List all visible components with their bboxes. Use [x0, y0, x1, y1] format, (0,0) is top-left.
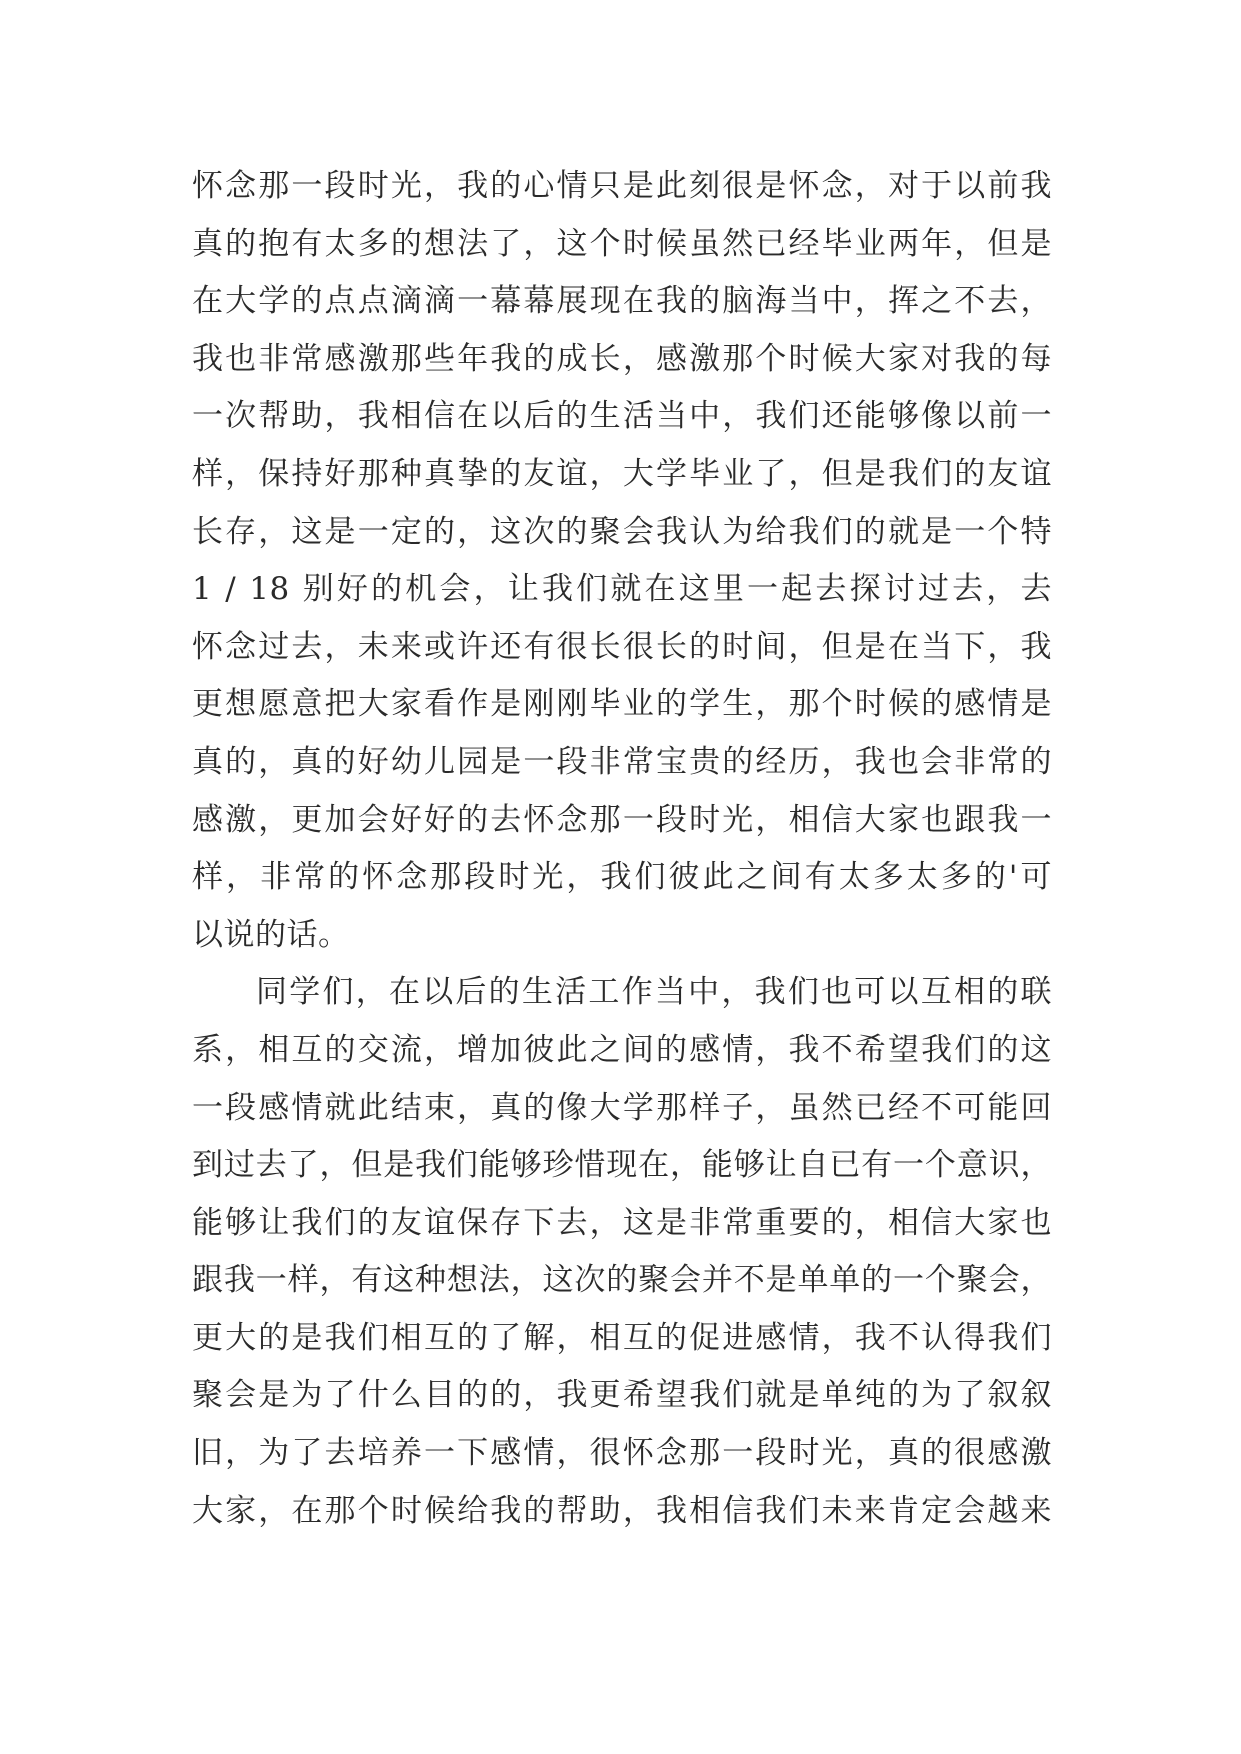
text-line: 更想愿意把大家看作是刚刚毕业的学生，那个时候的感情是: [192, 686, 1052, 723]
text-line: 样，非常的怀念那段时光，我们彼此之间有太多太多的'可: [192, 859, 1052, 896]
text-line: 系，相互的交流，增加彼此之间的感情，我不希望我们的这: [192, 1031, 1052, 1068]
text-line: 怀念过去，未来或许还有很长很长的时间，但是在当下，我: [192, 628, 1052, 665]
text-line: 聚会是为了什么目的的，我更希望我们就是单纯的为了叙叙: [192, 1377, 1052, 1414]
text-line: 一段感情就此结束，真的像大学那样子，虽然已经不可能回: [192, 1089, 1052, 1126]
text-line: 长存，这是一定的，这次的聚会我认为给我们的就是一个特: [192, 513, 1052, 550]
text-line: 到过去了，但是我们能够珍惜现在，能够让自已有一个意识，: [192, 1147, 1052, 1184]
text-line: 旧，为了去培养一下感情，很怀念那一段时光，真的很感激: [192, 1435, 1052, 1472]
text-line: 大家，在那个时候给我的帮助，我相信我们未来肯定会越来: [192, 1492, 1052, 1529]
text-line-with-page-number: 1 / 18 别好的机会，让我们就在这里一起去探讨过去，去: [192, 571, 1052, 608]
text-line: 我也非常感激那些年我的成长，感激那个时候大家对我的每: [192, 340, 1052, 377]
body-text: [192, 158, 1052, 1540]
text-line: 以说的话。: [192, 916, 350, 953]
text-line: 真的抱有太多的想法了，这个时候虽然已经毕业两年，但是: [192, 225, 1052, 262]
text-line: 在大学的点点滴滴一幕幕展现在我的脑海当中，挥之不去，: [192, 283, 1052, 320]
text-line: 感激，更加会好好的去怀念那一段时光，相信大家也跟我一: [192, 801, 1052, 838]
text-line: 更大的是我们相互的了解，相互的促进感情，我不认得我们: [192, 1319, 1052, 1356]
text-line: 真的，真的好幼儿园是一段非常宝贵的经历，我也会非常的: [192, 743, 1052, 780]
text-line: 样，保持好那种真挚的友谊，大学毕业了，但是我们的友谊: [192, 455, 1052, 492]
text-line: 跟我一样，有这种想法，这次的聚会并不是单单的一个聚会，: [192, 1262, 1052, 1299]
text-line: 能够让我们的友谊保存下去，这是非常重要的，相信大家也: [192, 1204, 1052, 1241]
text-line: 同学们，在以后的生活工作当中，我们也可以互相的联: [256, 974, 1052, 1011]
text-line: 一次帮助，我相信在以后的生活当中，我们还能够像以前一: [192, 398, 1052, 435]
text-line: 怀念那一段时光，我的心情只是此刻很是怀念，对于以前我: [192, 168, 1052, 204]
